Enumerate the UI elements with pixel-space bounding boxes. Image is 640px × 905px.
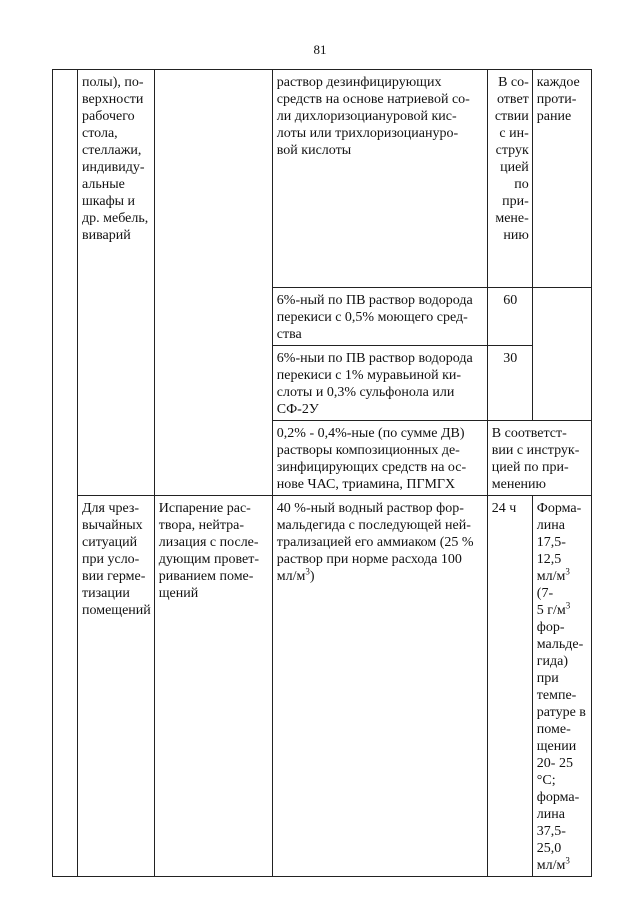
time-cell: В со- ответ ствии с ин- струк цией по при- мене- нию	[487, 70, 532, 288]
agent-cell: 0,2% - 0,4%-ные (по сумме ДВ) растворы композиционных де- зинфицирующих средств на ос- нове ЧАС, триамина, ПГМГХ	[272, 421, 487, 496]
agent-cell: раствор дезинфицирующих средств на основе натриевой со- ли дихлоризоциануровой кис- лоты или трихлоризоциануро- вой кислоты	[272, 70, 487, 288]
superscript: 3	[565, 566, 570, 577]
table-row	[53, 496, 592, 877]
norm-cell	[532, 496, 591, 877]
norm-text-2: (7- 5 г/м	[536, 586, 566, 618]
norm-text-1: Форма- лина 17,5- 12,5 мл/м	[536, 501, 582, 584]
superscript: 3	[565, 855, 570, 866]
norm-text-3: фор- мальде- гида) при темпе- ратуре в поме- щении 20- 25 °С; форма- лина 37,5- 25,0 мл/м	[536, 620, 586, 873]
agent-cell: 6%-ныи по ПВ раствор водорода перекиси с 1% муравьиной ки- слоты и 0,3% сульфонола или СФ-2У	[272, 346, 487, 421]
time-cell: 24 ч	[487, 496, 532, 877]
disinfection-table	[52, 69, 592, 877]
index-cell	[53, 496, 78, 877]
agent-text-tail: )	[309, 569, 315, 584]
agent-cell: 6%-ный по ПВ раствор водорода перекиси с 0,5% моющего сред- ства	[272, 288, 487, 346]
time-cell: В соответст- вии с инструк- цией по при- менению	[487, 421, 591, 496]
time-cell: 60	[487, 288, 532, 346]
index-cell	[53, 70, 78, 496]
agent-text: 40 %-ный водный раствор фор- мальдегида с последующей ней- трализацией его аммиаком (25 % раствор при норме расхода 100 мл/м	[276, 501, 474, 584]
time-cell: 30	[487, 346, 532, 421]
table-row	[53, 70, 592, 288]
norm-cell: каждое проти- рание	[532, 70, 591, 288]
page-number: 81	[313, 42, 327, 57]
object-cell: Для чрез- вычайных ситуаций при усло- вии герме- тизации помещений	[78, 496, 155, 877]
superscript: 3	[305, 566, 310, 577]
superscript: 3	[565, 600, 571, 611]
method-cell: Испарение рас- твора, нейтра- лизация с после- дующим провет- риванием поме- щений	[154, 496, 272, 877]
object-cell: полы), по- верхности рабочего стола, стеллажи, индивиду- альные шкафы и др. мебель, виварий	[78, 70, 155, 496]
agent-cell	[272, 496, 487, 877]
method-cell	[154, 70, 272, 496]
norm-cell	[532, 288, 591, 421]
